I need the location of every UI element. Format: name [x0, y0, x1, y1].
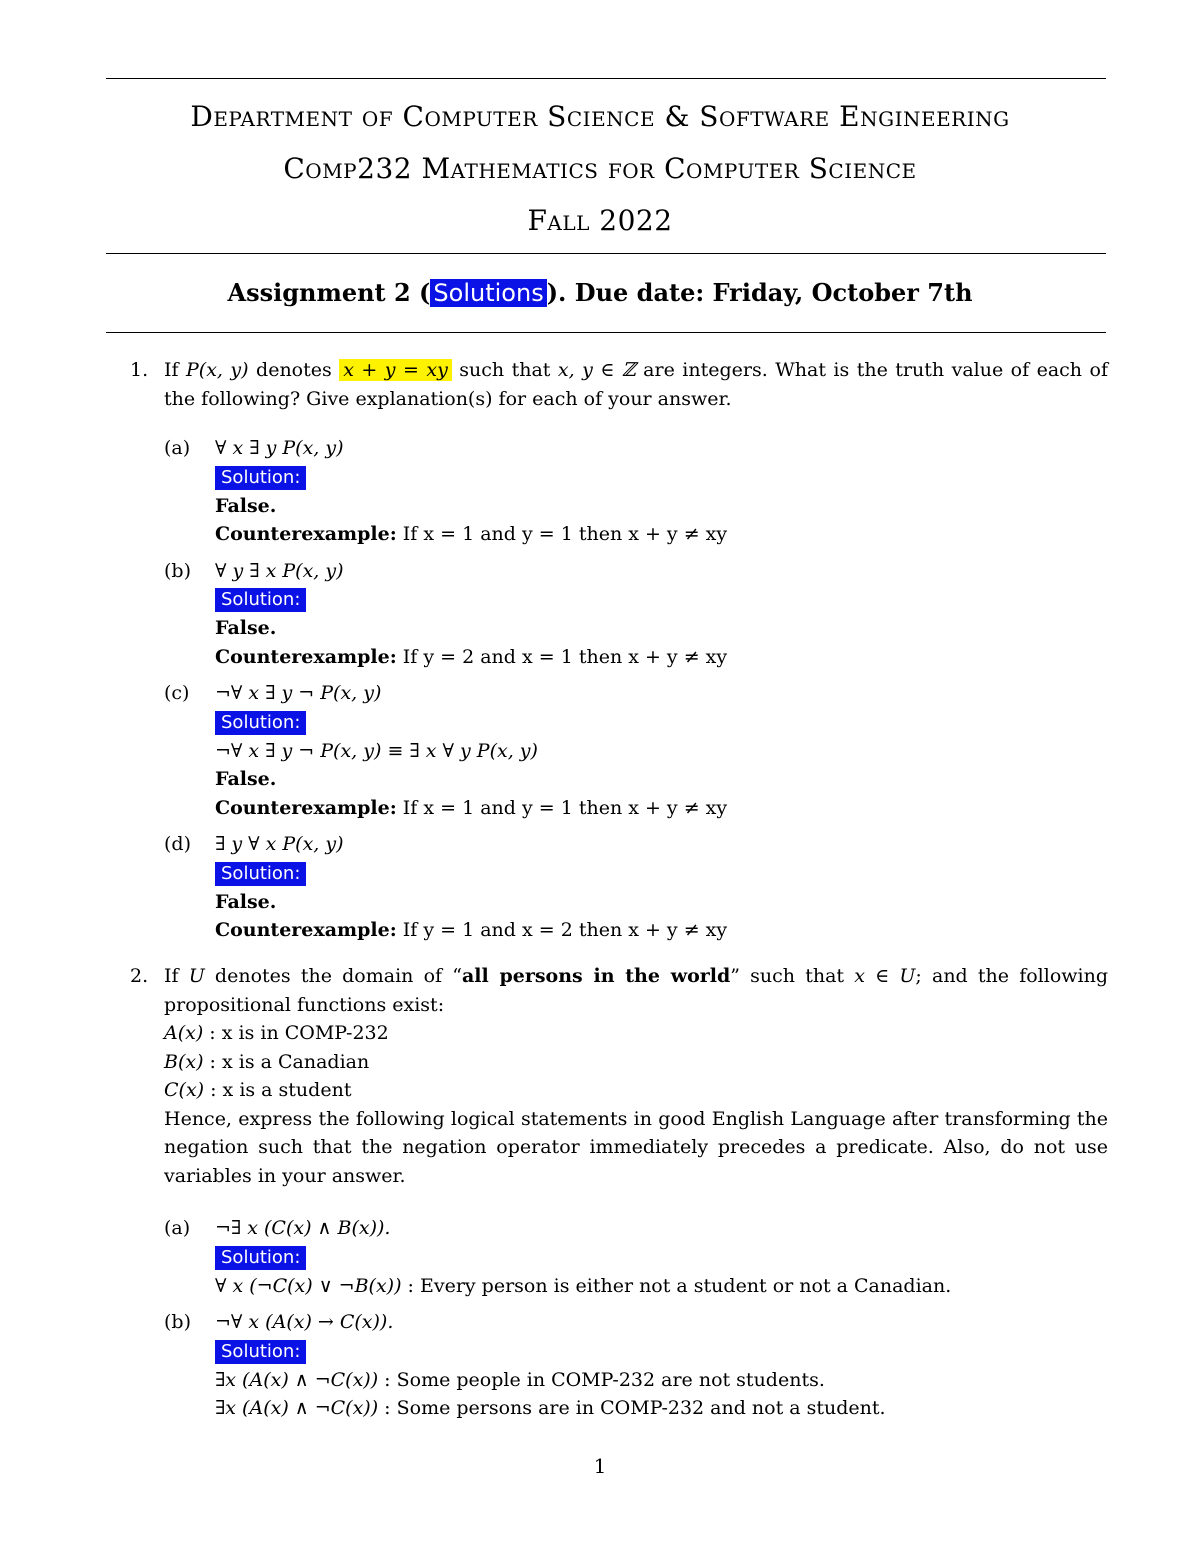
part-label: (a)	[164, 437, 191, 459]
part-statement: ∃ y ∀ x P(x, y)	[215, 833, 344, 855]
solutions-highlight: Solutions	[430, 279, 546, 307]
q2-text-a: If	[164, 965, 189, 987]
part-statement: ¬∀ x ∃ y ¬ P(x, y)	[215, 682, 382, 704]
counterexample-label: Counterexample:	[215, 796, 397, 819]
q2-instructions: Hence, express the following logical statements in good English Language after transforming the negation such that the negation operator immediately precedes a predicate. Also, do not use variables in your answer.	[164, 1107, 1108, 1187]
question-2-text	[164, 962, 1108, 1190]
q2-domain-symbol: U	[188, 965, 205, 987]
q1-text-a: If	[164, 359, 187, 381]
part-label: (b)	[164, 559, 191, 582]
answer-formula: ∃x (A(x) ∧ ¬C(x))	[215, 1368, 379, 1391]
solution-badge: Solution:	[215, 862, 306, 886]
counterexample-label: Counterexample:	[215, 919, 397, 941]
function-c	[164, 1076, 1108, 1105]
part-answer: False.	[215, 768, 277, 790]
answer-formula: ∀ x (¬C(x) ∨ ¬B(x))	[215, 1274, 402, 1297]
function-b	[164, 1048, 1108, 1077]
q1-text-c: such that	[451, 359, 558, 381]
q2-part-b	[164, 1308, 1108, 1423]
part-statement: ¬∃ x (C(x) ∧ B(x)).	[215, 1217, 391, 1239]
course-title: Comp232 Mathematics for Computer Science	[283, 152, 917, 185]
q1-parts-list	[164, 434, 1108, 953]
answer-text: : Some persons are in COMP-232 and not a student.	[378, 1397, 886, 1419]
q1-part-d	[164, 830, 1108, 945]
q1-predicate: P(x, y)	[186, 359, 249, 381]
solution-badge: Solution:	[215, 1246, 306, 1270]
answer-text: : Some people in COMP-232 are not students.	[378, 1368, 825, 1391]
q2-membership: x ∈ U	[854, 965, 916, 987]
header-rule	[106, 253, 1106, 254]
q1-text-d: are integers. What is the truth value of each of the following? Give explanation(s) for each of your answer.	[164, 359, 1108, 410]
question-1-text	[164, 356, 1108, 413]
answer-formula: ∃x (A(x) ∧ ¬C(x))	[215, 1397, 379, 1419]
solution-badge: Solution:	[215, 711, 306, 735]
counterexample-label: Counterexample:	[215, 523, 397, 545]
solution-badge: Solution:	[215, 466, 306, 490]
assignment-title	[0, 278, 1200, 307]
q1-part-a	[164, 434, 1108, 549]
solution-badge: Solution:	[215, 588, 306, 612]
function-definition: : x is in COMP-232	[203, 1022, 389, 1044]
part-label: (d)	[164, 833, 191, 855]
q2-parts-list	[164, 1214, 1108, 1431]
part-label: (c)	[164, 682, 190, 704]
top-rule	[106, 78, 1106, 79]
question-number: 1.	[130, 359, 149, 381]
assignment-rule	[106, 332, 1106, 333]
counterexample-text: If x = 1 and y = 1 then x + y ≠ xy	[402, 523, 728, 545]
function-predicate: C(x)	[164, 1079, 205, 1101]
q2-text-b: denotes the domain of “	[204, 965, 462, 987]
assignment-prefix: Assignment 2 (	[227, 278, 431, 307]
part-answer: False.	[215, 890, 277, 913]
counterexample-text: If y = 2 and x = 1 then x + y ≠ xy	[402, 645, 728, 668]
q2-part-a	[164, 1214, 1108, 1300]
page-number: 1	[593, 1454, 607, 1478]
function-predicate: A(x)	[164, 1022, 204, 1044]
counterexample-text: If y = 1 and x = 2 then x + y ≠ xy	[402, 919, 728, 941]
q2-text-c: ” such that	[730, 965, 855, 987]
q1-part-b	[164, 557, 1108, 672]
counterexample-label: Counterexample:	[215, 645, 397, 668]
part-label: (a)	[164, 1217, 191, 1239]
function-a	[164, 1019, 1108, 1048]
part-answer: False.	[215, 494, 277, 517]
q1-equation-highlight: x + y = xy	[339, 359, 452, 381]
q1-text-b: denotes	[248, 359, 340, 381]
part-answer: False.	[215, 617, 277, 639]
q1-vars: x, y ∈ ℤ	[557, 359, 636, 381]
department-title: Department of Computer Science & Software Engineering	[190, 100, 1010, 133]
part-label: (b)	[164, 1311, 191, 1333]
term-title: Fall 2022	[527, 204, 673, 237]
assignment-suffix: ). Due date: Friday, October 7th	[546, 278, 973, 307]
counterexample-text: If x = 1 and y = 1 then x + y ≠ xy	[402, 796, 728, 819]
question-number: 2.	[130, 965, 149, 987]
part-statement: ∀ y ∃ x P(x, y)	[215, 559, 344, 582]
q2-domain-bold: all persons in the world	[461, 965, 731, 987]
answer-text: : Every person is either not a student or not a Canadian.	[401, 1274, 952, 1297]
function-definition: : x is a student	[204, 1079, 352, 1101]
q2-text-d: ; and the following propositional functions exist:	[164, 965, 1109, 1016]
q1-part-c	[164, 679, 1108, 822]
function-definition: : x is a Canadian	[203, 1050, 370, 1073]
function-predicate: B(x)	[164, 1050, 204, 1073]
solution-badge: Solution:	[215, 1340, 306, 1364]
part-statement: ∀ x ∃ y P(x, y)	[215, 437, 344, 459]
part-equivalence: ¬∀ x ∃ y ¬ P(x, y) ≡ ∃ x ∀ y P(x, y)	[215, 739, 538, 762]
part-statement: ¬∀ x (A(x) → C(x)).	[215, 1311, 394, 1333]
